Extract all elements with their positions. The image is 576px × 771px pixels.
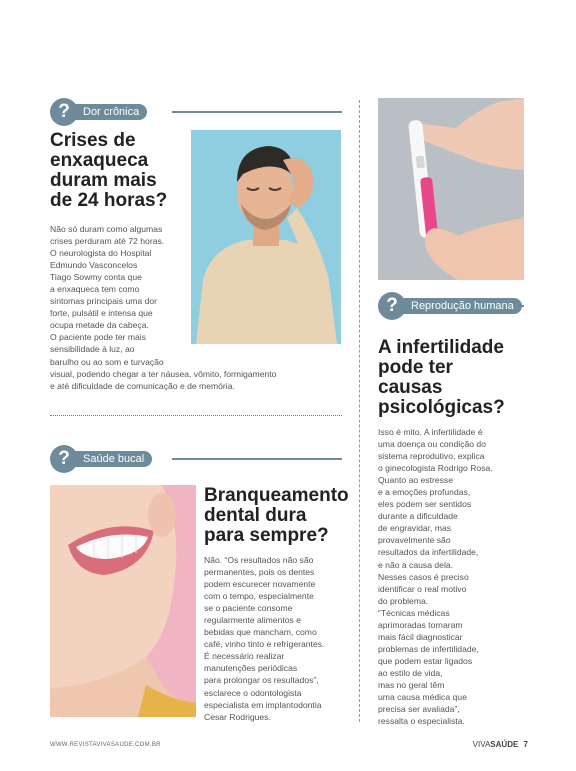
question-icon: ? bbox=[378, 292, 406, 320]
tag-label: Reprodução humana bbox=[394, 298, 522, 314]
page-number: 7 bbox=[523, 740, 528, 749]
question-icon: ? bbox=[50, 445, 78, 473]
section-tag-chronic-pain bbox=[50, 98, 342, 126]
footer-page-marker bbox=[473, 740, 528, 749]
migraine-body-text: Não só duram como algumas crises perduram até 72 horas. O neurologista do Hospital Edmundo Vasconcelos Tiago Sowmy conta que a enxaqueca tem como sintomas principais uma dor forte, pulsátil e intensa que ocupa metade da cabeça. O paciente pode ter mais sensibilidade à luz, ao barulho ou ao som e turvação visual, podendo chegar a ter náusea, vômito, formigamento e até dificuldade de comunicação e de memória. bbox=[50, 224, 277, 391]
pregnancy-test-photo bbox=[378, 98, 524, 280]
horizontal-divider bbox=[50, 415, 342, 416]
question-icon: ? bbox=[50, 98, 78, 126]
infertility-body-text: Isso é mito. A infertilidade é uma doença ou condição do sistema reprodutivo, explica o ginecologista Rodrigo Rosa. Quanto ao estresse e a emoções profundas, eles podem ser sentidos durante a dificuldade de engravidar, mas provavelmente são resultados da infertilidade, e não a causa dela. Nesses casos é preciso identificar o real motivo do problema. “Técnicas médicas aprimoradas tornaram mais fácil diagnosticar problemas de infertilidade, que podem estar ligados ao estilo de vida, mas no geral têm uma causa médica que precisa ser avaliada”, ressalta o especialista. bbox=[378, 427, 493, 727]
headline-infertility: A infertilidade pode ter causas psicológicas? bbox=[378, 337, 505, 418]
tag-label: Dor crônica bbox=[66, 104, 147, 120]
section-tag-human-reproduction bbox=[378, 292, 524, 320]
footer-brand-bold: SAÚDE bbox=[490, 740, 519, 749]
footer-website: WWW.REVISTAVIVASAUDE.COM.BR bbox=[50, 742, 161, 748]
headline-migraine: Crises de enxaqueca duram mais de 24 horas? bbox=[50, 130, 168, 211]
tag-label: Saúde bucal bbox=[66, 451, 152, 467]
footer-brand-light: VIVA bbox=[472, 740, 491, 749]
teeth-whitening-body-text: Não. “Os resultados não são permanentes, pois os dentes podem escurecer novamente com o tempo, especialmente se o paciente consome regularmente alimentos e bebidas que mancham, como café, vinho tinto e refrigerantes. É necessário realizar manutenções periódicas para prolongar os resultados”, esclarece o odontologista especialista em implantodontia Cesar Rodrigues. bbox=[204, 555, 325, 722]
headline-teeth-whitening: Branqueamento dental dura para sempre? bbox=[204, 485, 349, 546]
section-tag-oral-health bbox=[50, 445, 342, 473]
column-divider bbox=[359, 100, 360, 722]
smiling-woman-photo bbox=[50, 485, 196, 717]
